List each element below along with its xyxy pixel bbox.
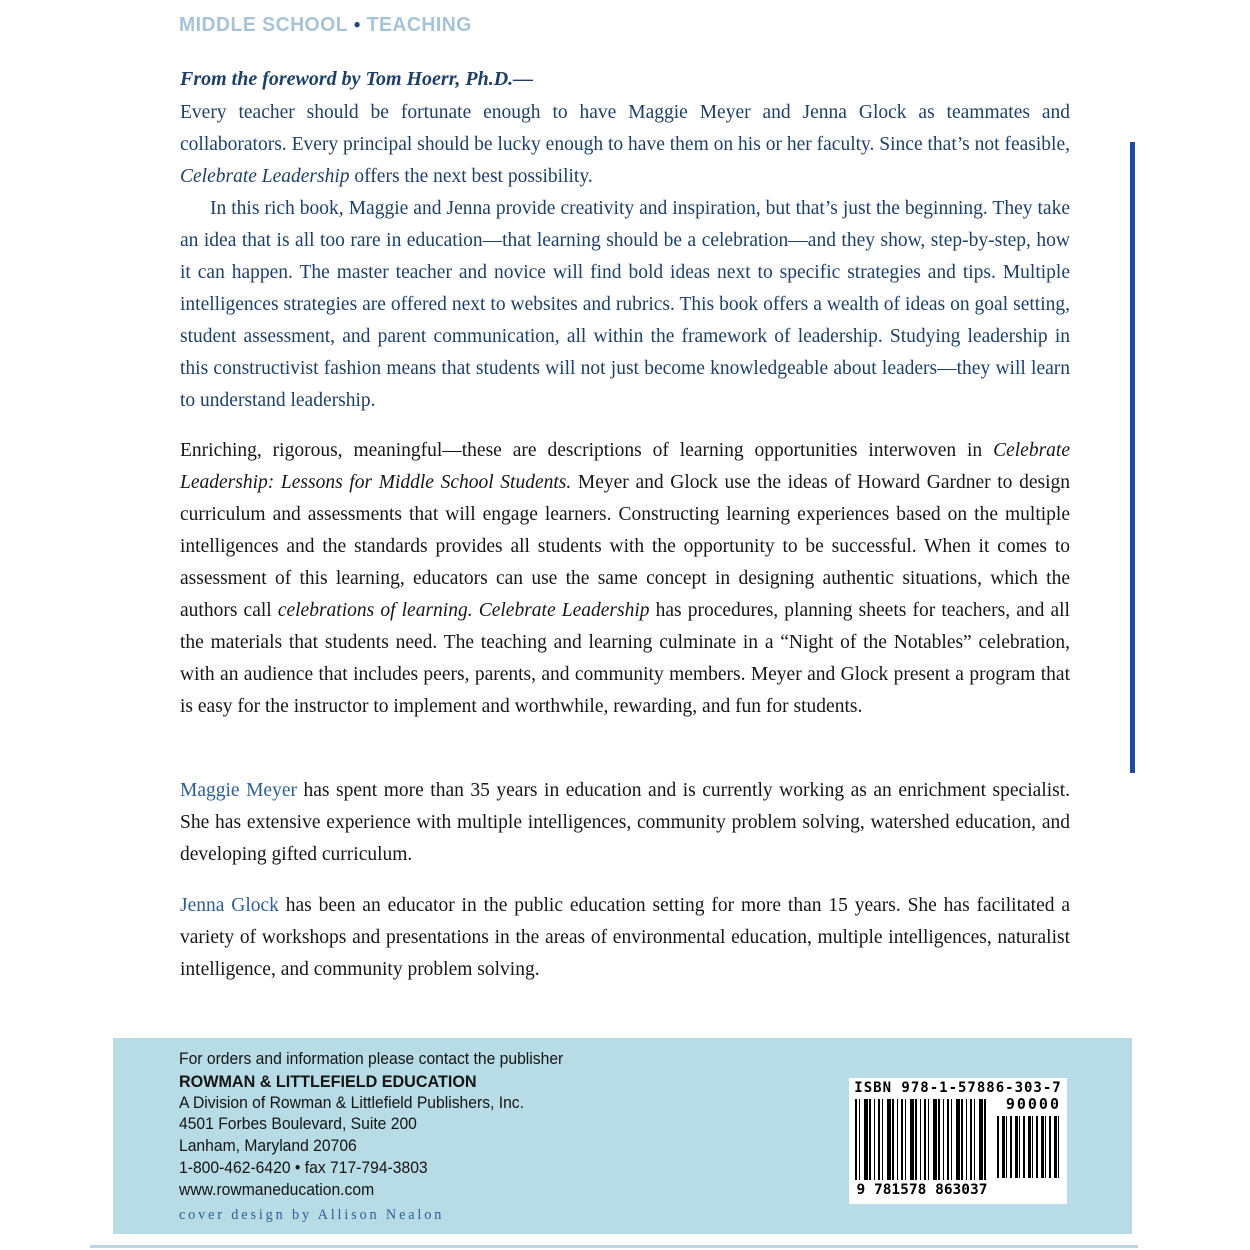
barcode-digits: 9 781578 863037 [851,1180,993,1202]
category-header [179,14,472,37]
publisher-address-line2: Lanham, Maryland 20706 [179,1137,357,1156]
barcode-supplemental-bars [997,1116,1059,1178]
publisher-contact-block [179,1049,563,1226]
isbn-number-label: ISBN 978-1-57886-303-7 [854,1080,1062,1096]
publisher-name: ROWMAN & LITTLEFIELD EDUCATION [179,1071,477,1091]
publisher-contact-intro: For orders and information please contact the publisher [179,1050,564,1068]
book-description: Enriching, rigorous, meaningful—these are descriptions of learning opportunities interwoven in Celebrate Leadership: Lessons for Middle School Students. Meyer and Glock use the ideas of Howard Gardner to design curriculum and assessments that will engage learners. Constructing learning experiences based on the multiple intelligences and the standards provides all students with the opportunity to be successful. When it comes to assessment of this learning, educators can use the same concept in designing authentic situations, which the authors call celebrations of learning. Celebrate Leadership has procedures, planning sheets for teachers, and all the materials that students need. The teaching and learning culminate in a “Night of the Notables” celebration, with an audience that includes peers, parents, and community members. Meyer and Glock present a program that is easy for the instructor to implement and worthwhile, rewarding, and fun for students. [180,440,1070,717]
foreword-quote [180,97,1070,417]
category-label-teaching: TEACHING [366,14,472,36]
barcode-price-code: 90000 [1005,1095,1061,1113]
author-bio-maggie-meyer: Maggie Meyer has spent more than 35 years in education and is currently working as an enrichment specialist. She has extensive experience with multiple intelligences, community problem solving, watershed education, and developing gifted curriculum. [180,780,1070,865]
foreword-attribution: From the foreword by Tom Hoerr, Ph.D.— [180,68,534,90]
category-separator-dot-icon: • [353,15,361,36]
foreword-paragraph-1: Every teacher should be fortunate enough to have Maggie Meyer and Jenna Glock as teammates and collaborators. Every principal should be lucky enough to have them on his or her faculty. Since that’s not feasible, Celebrate Leadership offers the next best possibility. [180,102,1070,187]
bottom-accent-line [90,1245,1138,1248]
publisher-division: A Division of Rowman & Littlefield Publishers, Inc. [179,1093,525,1112]
publisher-website: www.rowmaneducation.com [179,1180,375,1199]
cover-design-credit: cover design by Allison Nealon [179,1206,445,1223]
publisher-info-box [113,1038,1132,1234]
foreword-paragraph-2: In this rich book, Maggie and Jenna provide creativity and inspiration, but that’s just the beginning. They take an idea that is all too rare in education—that learning should be a celebration—and they show, step-by-step, how it can happen. The master teacher and novice will find bold ideas next to specific strategies and tips. Multiple intelligences strategies are offered next to websites and rubrics. This book offers a wealth of ideas on goal setting, student assessment, and parent communication, all within the framework of leadership. Studying leadership in this constructivist fashion means that students will not just become knowledgeable about leaders—they will learn to understand leadership. [180,198,1070,411]
author-bio-jenna-glock: Jenna Glock has been an educator in the public education setting for more than 15 years. She has facilitated a variety of workshops and presentations in the areas of environmental education, multiple intelligences, naturalist intelligence, and community problem solving. [180,895,1070,980]
publisher-phone-fax: 1-800-462-6420 • fax 717-794-3803 [179,1158,428,1177]
spine-accent-line [1130,142,1135,773]
publisher-address-line1: 4501 Forbes Boulevard, Suite 200 [179,1115,417,1134]
isbn-barcode [849,1078,1067,1204]
barcode-main-bars [855,1099,989,1184]
category-label-middle-school: MIDDLE SCHOOL [179,14,349,36]
